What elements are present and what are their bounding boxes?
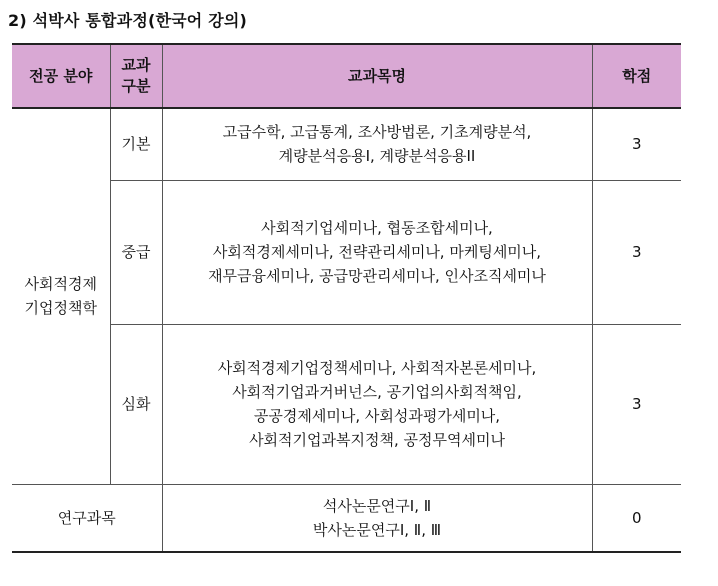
header-category: 교과 구분 (110, 44, 162, 108)
credits-cell: 3 (592, 180, 681, 324)
curriculum-table (12, 43, 681, 553)
header-field: 전공 분야 (12, 44, 110, 108)
table-header-row (12, 44, 681, 108)
courses-cell: 고급수학, 고급통계, 조사방법론, 기초계량분석, 계량분석응용I, 계량분석응용II (162, 108, 592, 180)
courses-cell: 사회적경제기업정책세미나, 사회적자본론세미나, 사회적기업과거버넌스, 공기업의사회적책임, 공공경제세미나, 사회성과평가세미나, 사회적기업과복지정책, 공정무역세미나 (162, 324, 592, 484)
research-label-cell: 연구과목 (12, 484, 162, 552)
category-cell: 기본 (110, 108, 162, 180)
credits-cell: 3 (592, 324, 681, 484)
credits-cell: 0 (592, 484, 681, 552)
table-row-research (12, 484, 681, 552)
table-row-basic (12, 108, 681, 180)
section-title: 2) 석박사 통합과정(한국어 강의) (8, 11, 248, 30)
category-cell: 중급 (110, 180, 162, 324)
table-row-intermediate (12, 180, 681, 324)
courses-cell: 사회적기업세미나, 협동조합세미나, 사회적경제세미나, 전략관리세미나, 마케팅세미나, 재무금융세미나, 공급망관리세미나, 인사조직세미나 (162, 180, 592, 324)
header-courses: 교과목명 (162, 44, 592, 108)
table-row-advanced (12, 324, 681, 484)
courses-cell: 석사논문연구Ⅰ, Ⅱ 박사논문연구Ⅰ, Ⅱ, Ⅲ (162, 484, 592, 552)
category-cell: 심화 (110, 324, 162, 484)
field-name-cell: 사회적경제 기업정책학 (12, 108, 110, 484)
credits-cell: 3 (592, 108, 681, 180)
header-credits: 학점 (592, 44, 681, 108)
